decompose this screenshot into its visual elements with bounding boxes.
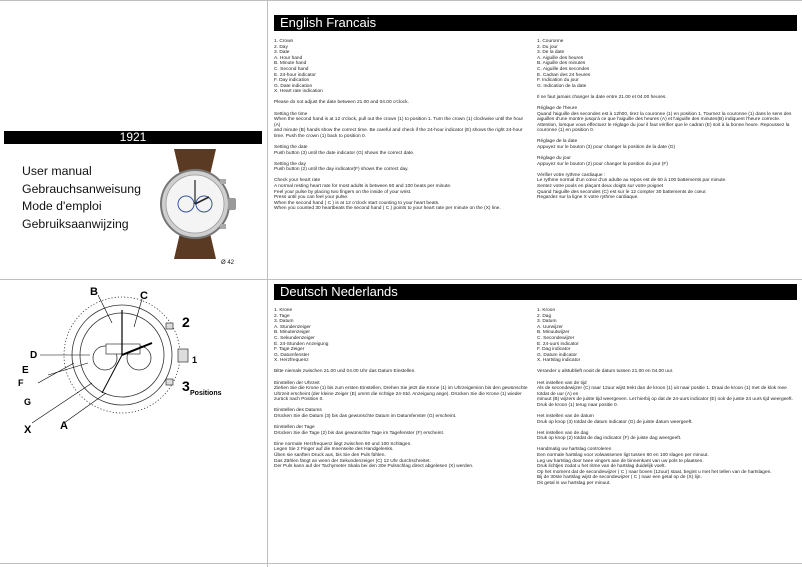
dutch-setting-date: Het instellen van de datum Druk op knop (3) totdat de datum indicator (G) de juiste datum weergeeft. [537,414,693,425]
manual-title-de: Gebrauchsanweisung [22,181,141,196]
diagram-label-x: X [24,424,32,436]
german-setting-time: Einstellen der Uhrzeit Ziehen Sie die Krone (1) bis zum ersten Einstellen, Drehen Sie jetzt die Krone (1) im Uhrzeigersinn bis den gewünschte Uhrzeit erscheint (der kleine Zeiger (E) ummt die richtige 24-Std. Anzeigung ange). Drücken Sie die Krone (1) wieder zurück nach Position 0. [274,380,528,403]
english-column [274,39,529,217]
diagram-label-a: A [60,420,68,432]
english-legend: 1. Crown 2. Day 3. Date A. Hour hand B. Minute hand C. Second hand E. 24-hour indicator F. Day indication G. Date indication X. Heart rate indication [274,39,323,95]
dutch-date-warning: Verander u alstublieft nooit de datum tussen 21.00 en 04.00 uur. [537,369,674,375]
german-setting-day: Einstellen der Tage Drücken Sie die Tage (2) bis das gewünschte Tage im Tagefenster (F) erscheint. [274,425,445,436]
model-year-banner: 1921 [4,131,262,144]
german-legend: 1. Krone 2. Tage 3. Datum A. Stundenzeiger B. Minutenzeiger C. Sekundenzeiger E. 24-Stunden Anzeigung F. Tage Zeiger G. Datumfenster X. Herzfrequenz [274,308,329,364]
watch-photo [136,149,266,259]
diagram-label-positions: Positions [190,390,222,397]
french-column [537,39,795,206]
french-legend: 1. Couronne 2. Du jour 3. De la date A. Aiguille des heures B. Aiguille des minutes C. Aiguille des secondes E. Cadran des 24 heures F. Indication du jour G. Indication de la date [537,39,591,89]
diagram-label-2: 2 [182,314,190,330]
manual-title-nl: Gebruiksaanwijzing [22,216,129,231]
diagram-label-d: D [30,350,38,361]
german-date-warning: Bitte niemals zwischen 21.00 und 04.00 Uhr das Datum Einstellen. [274,369,416,375]
fold-line-bottom [0,563,802,564]
english-heart-rate: Check your heart rate A normal resting heart rate for most adults is between 60 and 100 beats per minute. Feel your pulse by placing two fingers on the inside of your wrist. Press until you can feel your pulse. When the second hand ( C ) is at 12 o'clock start counting to your heart beats. When you counted 30 heartbeats the second hand ( C ) points to your heart rate per minute on the (X) line. [274,178,501,212]
french-setting-date: Réglage de la date Appuyez sur le bouton (3) pour changer la position de la date (G) [537,139,676,150]
diagram-label-b: B [90,286,98,298]
fold-line-mid [0,279,802,280]
diagram-label-1: 1 [192,355,198,365]
english-setting-date: Setting the date Push button (3) until the date indicator (G) shows the correct date. [274,145,415,156]
german-heart-rate: Eine normale Herzfrequenz liegt zwischen 60 und 100 Schlägen. Legen Sie 2 Finger auf die Innenseite des Handgelenks. Üben sie sanften Druck aus, bis Sie den Puls fühlen. Das Zählen fängt an wenn der Sekundenzeiger (C) 12 Uhr durchschreitet. Der Puls kann auf der Tachymeter Skala bei den 30e Pulsschlag direct abgelesen (X) werden. [274,441,474,470]
dutch-column [537,308,795,492]
diagram-label-c: C [140,290,148,302]
dutch-setting-day: Het instellen van de dag Druk op knop (2) totdat de dag indicator (F) de juiste dag weergeeft. [537,430,682,442]
diagram-label-f: F [18,378,24,388]
english-setting-day: Setting the day Push button (2) until the day indicator(F) shows the correct day. [274,161,409,173]
diagram-label-g: G [24,397,32,407]
french-setting-time: Réglage de l'heure Quand l'aiguille des secondes est à 12h00, tirez la couronne (1) en position 1. Tournez la couronne (1) dans le sens des aiguilles d'une montre jusqu'à ce que l'aiguille des heures (A) et l'aiguille des minutes(B) indiquent l'heure correcte. Attention, lorsque vous effectuez le réglage du jour il faut vérifier que le cadran (E) soit à la bonne heure. Repoussez la couronne (1) en position 0. [537,105,792,134]
header-english-francais: English Francais [274,15,797,31]
watch-diagram [2,283,264,443]
english-date-warning: Please do not adjust the date between 21.00 and 04.00 o'clock. [274,100,409,106]
french-heart-rate: Vérifier votre rythme cardiaque : Le rythme normal d'un cœur d'un adulte au repos est de 60 à 100 battements par minute. Sentez votre pouls en plaçant deux doigts sur votre poignet Quand l'aiguille des secondes (C) est sur le 12 compter 30 battements de cœur. Regardez sur la ligne X votre rythme cardiaque. [537,172,727,201]
manual-title-en: User manual [22,164,92,178]
german-column [274,308,529,475]
manual-title-list [22,163,141,233]
french-date-warning: Il ne faut jamais changer la date entre 21.00 et 04.00 heures. [537,94,667,100]
fold-line-top [0,0,802,1]
dutch-legend: 1. Kroon 2. Dag 3. Datum A. Uurwijzer B. Minuutwijzer C. Secondewijzer E. 24-uurs indicator F. Dag indicator G. Datum indicator X. Hartslag indicator [537,308,581,364]
french-setting-day: Réglage du jour Appuyez sur le bouton (2) pour changer la position du jour (F) [537,156,668,167]
header-deutsch-nederlands: Deutsch Nederlands [274,284,797,300]
german-setting-date: Einstellen des Datums Drücken Sie die Datum (3) bis das gewünschte Datum im Datumfenster (G) erscheint. [274,408,457,419]
fold-line-left [267,0,268,567]
diagram-label-e: E [22,365,29,376]
english-setting-time: Setting the time When the second hand is at 12 o'clock, pull out the crown (1) to position 1. Turn the crown (1) clockwise until the hour (A) and minute (B) hands show the correct time. Be careful and check if the 24-hour indicator (E) shows the right 24-hour time. Push the crown (1) back to position 0. [274,111,524,139]
case-size-label: Ø 42 [221,260,235,266]
dutch-heart-rate: Handmatig uw hartslag controleren Een normale hartslag voor volwassenen ligt tussen 60 en 100 slagen per minuut. Leg uw hartslag door twee vingers aan de binnenkant van uw pols te plaatsen. Druk lichtjes zodat u het ritme van de hartslag duidelijk voelt. Op het moment dat de secondewijzer ( C ) naar boven (12uur) staat, begint u met het tellen van de hartslagen. Bij de 30ste hartslag wijst de secondewijzer ( C ) naar een getal op de (X) lijn. Dit getal is uw hartslag per minuut. [537,447,772,486]
dutch-setting-time: Het instellen van de tijd Als de secondewijzer (C) naar 12uur wijst trekt dan de kroon (1) uit naar positie 1. Draai de kroon (1) met de klok mee totdat de uur (A) en minuut (B) wijzers de juiste tijd weergeven. Let hierbij op dat de 24-uurs indicator (E) ook de juiste 24 uurs tijd weergeeft. Druk de kroon (1) terug naar positie 0. [537,380,793,408]
diagram-label-3: 3 [182,378,190,394]
manual-title-fr: Mode d'emploi [22,199,102,213]
